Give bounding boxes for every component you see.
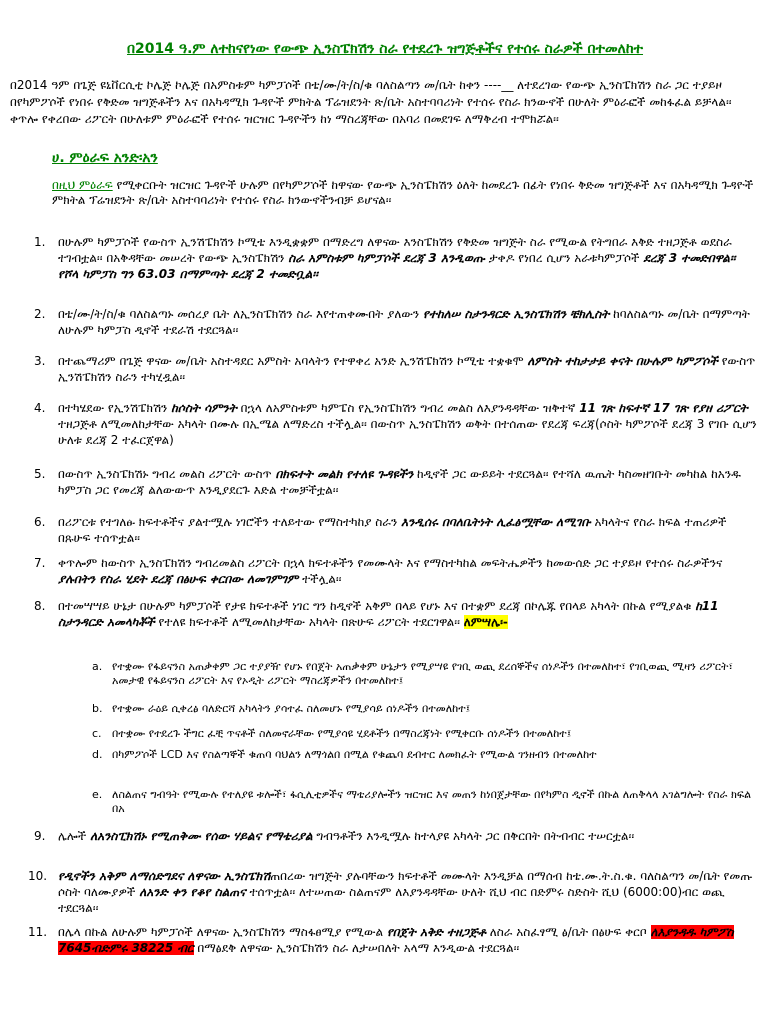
item-text: በተመሣሣይ ሁኔታ በሁሉም ካምፓሶች የታዩ ክፍተቶች ነገር ግን ከዲኖች አቅም በላይ የሆኑ እና በተቋም ደረጃ በኮሌጁ የበላይ አካላት በኩል የሚያልቁ ከ11 ስታንዳርድ አመላካቾች የተለዩ ክፍተቶች ለሚመለከታቸው አካላት በጽሁፍ ሪፖርት ተደርገዋል፡፡ ለምሣሌ፡- xyxy=(58,599,719,629)
item-number: 3. xyxy=(34,354,46,368)
sub-item-letter: d. xyxy=(92,748,103,761)
item-text: በውስጥ ኢንስፔክሽኑ ግብረ መልስ ሪፖርት ውስጥ በክፍተት መልክ የተለዩ ጉዳዩችን ከዲኖች ጋር ውይይት ተደርጓል፡፡ የተሻለ ዉጤት ካስመዘገቡት መካከል ከአንዱ ካምፓስ ጋር የመረጃ ልለውውጥ እንዲያደርጉ እድል ተመቻችቷል፡፡ xyxy=(58,467,741,497)
item-text: በተጨማሪም በጌጅ ዋናው መ/ቤት አስተዳደር አምስት አባላትን የተዋቀረ አንድ ኢንሽፔክሽን ኮሚቴ ተቋቁሞ ለምስት ተከታታይ ቀናት በሁሉም ካምፖሶች የውስጥ ኢንሽፔክሽን ስራን ተካሂዷል፡፡ xyxy=(58,354,756,384)
intro-paragraph: በ2014 ዓም በጌጅ ዩኒቨርሲቲ ኮሌጅ ኮሌጅ በአምስቱም ካምፓሶች በቴ/ሙ/ት/ስ/ቁ ባለስልጣን መ/ቤት ከቀን ----__ ለተደረገው የውጭ ኢንስፔክሽን ስራ ጋር ተያይዞ በየካምፖሶች የነበሩ የቅድመ ዝግጅቶችን እና በአካዳሚክ ጉዳዮች ምክትል ፕሬዝደንት ጽ/ቤት አስተባባሪነት የተሰሩ የስራ ክንውኖች በሁለት ምዕራፎች መከፋፈል ይቻላል፡፡ ቀጥሎ የቀረበው ሪፖርት በሁለቱም ምዕራፎች የተሰሩ ዝርዝር ጉዳዮችን ከነ ማስረጃቸው በአባሪ በመደገፍ ለማቅረብ ተሞክሯል፡፡ xyxy=(10,78,732,126)
sub-item-text: በተቋሙ የተደረጉ ችግር ፈቺ ጥናቶች ስለመኖራቸው የሚያሳዩ ሂደቶችን በማስረጃነት የሚቀርቡ ሰነዶችን በተመለከተ፤ xyxy=(112,727,572,740)
sub-item-text: የተቋሙ ራዕይ ሲቀረፅ ባለድርሻ አካላትን ያሳተፈ ስለመሆኑ የሚያሳይ ሰነዶችን በተመለከተ፤ xyxy=(112,702,471,715)
item-text: በተካሄደው የኢንሽፔክሽን ከሶስት ሳምንት በኋላ ለአምስቱም ካምፔስ የኢንስፔክሽን ግብረ መልስ ለእያንዳዳቸው ዝቅተኛ 11 ገጽ ከፍተኛ 17 ገጽ የያዘ ሪፖርት ተዘጋጅቶ ለሚመለከታቸው አካላት በሙሉ በኢሜል ለማድረስ ተችሏል፡፡ በውስጥ ኢንስፔክሽን ወቅት በተሰጠው የደረጃ ፍረጃ(ሶስት ካምፖሶች ደረጃ 3 የገቡ ሲሆን ሁለቱ ደረጃ 2 ተፈርጀዋል) xyxy=(58,401,757,447)
lead-text: የሚቀርቡት ዝርዝር ጉዳዮች ሁሉም በየካምፖሶች ከዋናው የውጭ ኢንስፔክሽን ዕለት ከመደረጉ በፊት የነበሩ ቅድመ ዝግጅቶች እና በአካዳሚክ ጉዳዮች ምክትል ፕሬዝደንት ጽ/ቤት አስተባባሪነት የተሰሩ የስራ ክንውኖችንብቻ ይሆናል፡፡ xyxy=(52,178,754,207)
item-text: በሪፖርቱ የተገለፁ ክፍተቶችና ያልተሟሉ ነገሮችን ተለይተው የማስተካከያ ስራን እንዲሰሩ በባለቤትነት ሊፈፅሟቸው ለሚገቡ አካላትና የስራ ክፍል ተጠሪዎች በጹሁፍ ተሰጥቷል፡፡ xyxy=(58,515,727,545)
section-heading: ሀ. ምዕራፍ አንድ፡አን xyxy=(52,150,158,166)
item-text: ቀጥሎም ከውስጥ ኢንስፔክሽን ግብረመልስ ሪፖርት በኋላ ክፍተቶችን የመሙላት እና የማስተካከል መፍትሔዎችን ከመውሰድ ጋር ተያይዞ የተሰሩ ስራዎችንና ያሉበትን የስራ ሂደት ደረጃ በፅሁፍ ቀርበው ለመገምገም ተችሏል፡፡ xyxy=(58,556,723,586)
lead-prefix: በዚህ ምዕራፍ xyxy=(52,178,113,192)
sub-item-text: በካምፖሶች LCD እና የስልጣኞች ቁጠባ ባህልን ለማጎልበ በሚል የቁጨባ ደብተር ለመክፈት የሚውል ገንዘብን በተመለከተ xyxy=(112,748,597,761)
sub-item-text: ለስልጠና ግብዓት የሚውሉ የተለያዩ ቱሎች፣ ፋሲሊቲዎችና ማቴሪያሎችን ዝርዝር እና መጠን ከነበጀታቸው በየካምስ ዲኖች በኩል ለጠቅላላ አገልግሎት የስራ ክፍል በአ xyxy=(112,788,752,815)
budget-highlight: ለእያንዳዱ ካምፖስ 7645ብድምሩ 38225 ብር xyxy=(58,925,734,955)
item-number: 4. xyxy=(34,401,46,415)
item-number: 9. xyxy=(34,829,46,843)
item-number: 10. xyxy=(28,869,48,883)
example-highlight: ለምሣሌ፡- xyxy=(463,615,508,629)
item-text: የዲኖችን አቅም ለማሰድግደና ለዋናው ኢንስፔክሽጠበረው ዝግጅት ያሉባቸውን ክፍተቶች መሙላት እንዲቻል በማሰብ ከቴ.ሙ.ት.ስ.ቁ. ባለስልጣን መ/ቤት የመጡ ሶስት ባለሙያዎች ለአንድ ቀን የቆየ ስልጠና ተሰጥቷል፡፡ ለተሠጠው ስልጠናም ለእያንዳዳቸው ሁለት ሺህ ብር በድምሩ ስድስት ሺህ (6000:00)ብር ወጪ ተደርጓል፡፡ xyxy=(58,869,753,915)
item-text: በቴ/ሙ/ት/ስ/ቁ ባለስልጣኑ መሰረያ ቤት ለኢንስፔክሽን ስራ እየተጠቀሙበት ያለውን የተከለሠ ስታንዳርድ ኢንስፔክሽን ቼክሊስት ከባለስልጣኑ መ/ቤት በማምጣት ለሁሉም ካምፓስ ዲኖች ተደራሽ ተደርጓል፡፡ xyxy=(58,307,750,337)
sub-item-letter: a. xyxy=(92,660,103,673)
item-number: 2. xyxy=(34,307,46,321)
section-lead xyxy=(52,178,757,208)
item-number: 5. xyxy=(34,467,46,481)
item-text: በሁሉም ካምፓሶች የውስጥ ኢንሽፔክሽን ኮሚቴ እንዲቋቋም በማድረግ ለዋናው እንስፔክሽን የቅድመ ዝግጅት ስራ የሚውል የትግበራ እቅድ ተዘጋጅቶ ወደስራ ተገብቷል፡፡ በአቅዳቸው መሠረት የውጭ ኢንስፔክሽን ስራ አምስቱም ካምፓሶች ደረጃ 3 እንዲወጡ ታቀዶ የነበረ ሲሆን አራቱካምፓሶች ደረጃ 3 ተመድበዋል፡፡ የሾላ ካምፓስ ግን 63.03 በማምጣት ደረጃ 2 ተመድቧል፡፡ xyxy=(58,235,736,281)
item-number: 1. xyxy=(34,235,46,249)
sub-item-letter: c. xyxy=(92,727,102,740)
item-text: ሌሎች ለአንስፒክሽኑ የሚጠቅሙ የሰው ሃይልና የማቴሪያል ግብዓቶችን እንዲሟሉ ከተላያዩ አካላት ጋር በቅርበት በትብብር ተሠርቷል፡፡ xyxy=(58,829,635,843)
item-text: በሌላ በኩል ለሁሉም ካምፓሶች ለዋናው ኢንስፔክሽን ማስፋፀሚያ የሚውል የበጀት አቅድ ተዘጋጅቶ ለስራ አስፈፃሚ ፅ/ቤት በፅሁፍ ቀርቦ ለእያንዳዱ ካምፖስ 7645ብድምሩ 38225 ብር በማፅደቅ ለዋናው ኢንስፔክሽን ስራ ለታሠበለት አላማ እንዲውል ተደርጓል፡፡ xyxy=(58,925,734,955)
item-number: 8. xyxy=(34,599,46,613)
item-number: 6. xyxy=(34,515,46,529)
item-number: 11. xyxy=(28,925,48,939)
sub-item-text: የተቋሙ የፋይናንስ አጠቃቀም ጋር ተያያዥ የሆኑ የበጀት አጠቃቀም ሁኔታን የሚያሣዩ የገቢ ወጪ ደረሰኞችና ሰነዶችን በተመለከተ፣ የገቢወጪ ሚዛን ሪፖርት፣ አመታዊ የፋይናንስ ሪፖርት እና የኦዲት ሪፖርት ማስረጃዎችን በተመለከተ፤ xyxy=(112,660,733,687)
sub-item-letter: e. xyxy=(92,788,103,801)
item-number: 7. xyxy=(34,556,46,570)
sub-item-letter: b. xyxy=(92,702,103,715)
document-title: በ2014 ዓ.ም ለተከናየነው የውጭ ኢንስፔክሽን ስራ የተደረጉ ዝግጅቶችና የተሰሩ ስራዎች በተመለከተ xyxy=(126,41,644,57)
